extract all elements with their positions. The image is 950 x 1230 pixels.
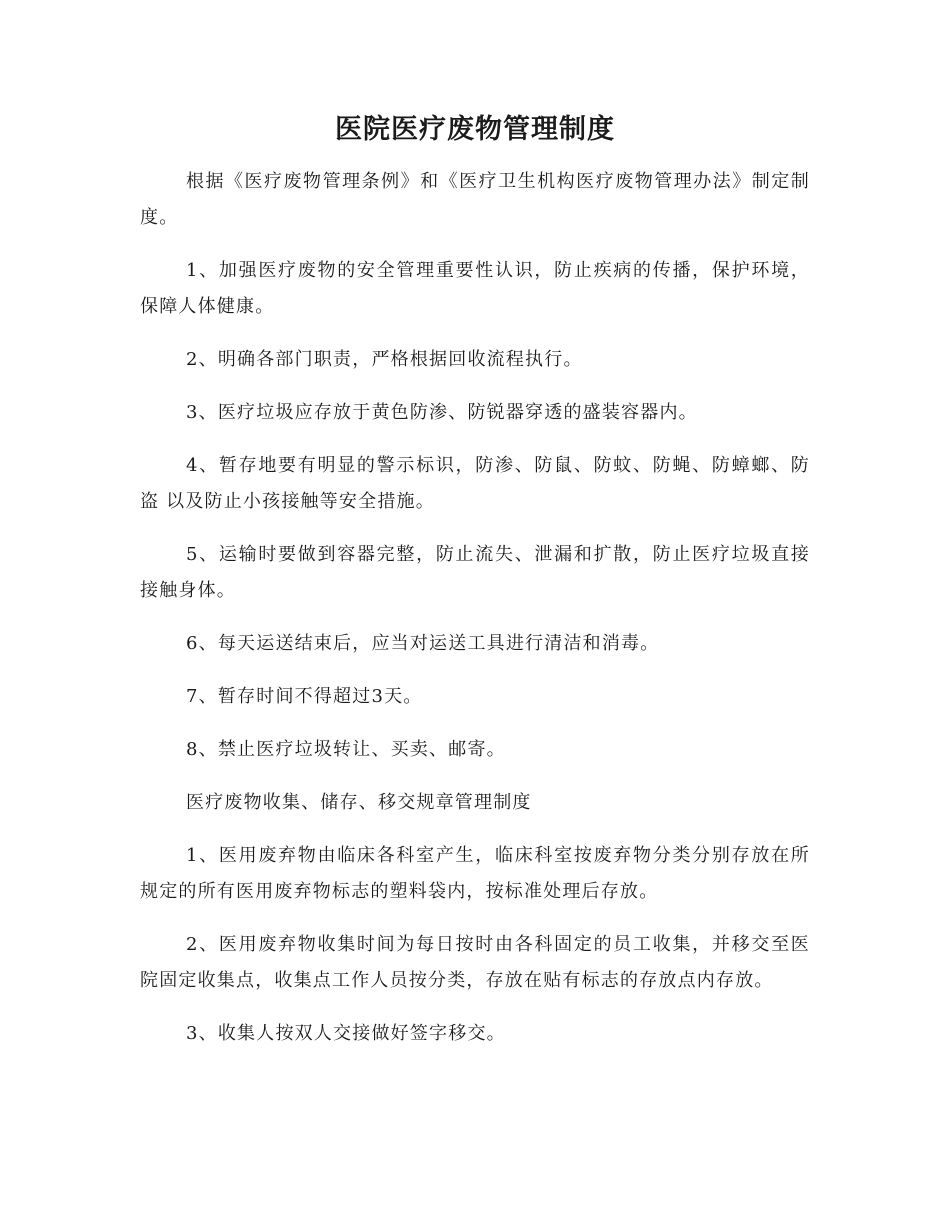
paragraph-item-5: 5、运输时要做到容器完整，防止流失、泄漏和扩散，防止医疗垃圾直接接触身体。 — [140, 544, 810, 601]
paragraph-item-8: 8、禁止医疗垃圾转让、买卖、邮寄。 — [186, 739, 506, 760]
paragraph-item-7: 7、暂存时间不得超过3天。 — [186, 686, 423, 707]
paragraph-item-2: 2、明确各部门职责，严格根据回收流程执行。 — [186, 349, 583, 370]
paragraph-item-1: 1、加强医疗废物的安全管理重要性认识，防止疾病的传播，保护环境，保障人体健康。 — [140, 260, 810, 317]
paragraph-section-item-2: 2、医用废弃物收集时间为每日按时由各科固定的员工收集，并移交至医院固定收集点，收集点工作人员按分类，存放在贴有标志的存放点内存放。 — [140, 934, 810, 991]
paragraph-item-6: 6、每天运送结束后，应当对运送工具进行清洁和消毒。 — [186, 633, 660, 654]
paragraph-section-item-1: 1、医用废弃物由临床各科室产生，临床科室按废弃物分类分别存放在所规定的所有医用废弃物标志的塑料袋内，按标准处理后存放。 — [140, 845, 810, 902]
paragraph-intro: 根据《医疗废物管理条例》和《医疗卫生机构医疗废物管理办法》制定制度。 — [140, 171, 810, 228]
paragraph-item-4: 4、暂存地要有明显的警示标识，防渗、防鼠、防蚊、防蝇、防蟑螂、防盗 以及防止小孩接触等安全措施。 — [140, 455, 810, 512]
paragraph-item-3: 3、医疗垃圾应存放于黄色防渗、防锐器穿透的盛装容器内。 — [186, 402, 698, 423]
paragraph-section-item-3: 3、收集人按双人交接做好签字移交。 — [186, 1023, 506, 1044]
section-heading: 医疗废物收集、储存、移交规章管理制度 — [186, 792, 532, 813]
document-title: 医院医疗废物管理制度 — [335, 114, 615, 145]
document-body — [140, 164, 810, 1069]
